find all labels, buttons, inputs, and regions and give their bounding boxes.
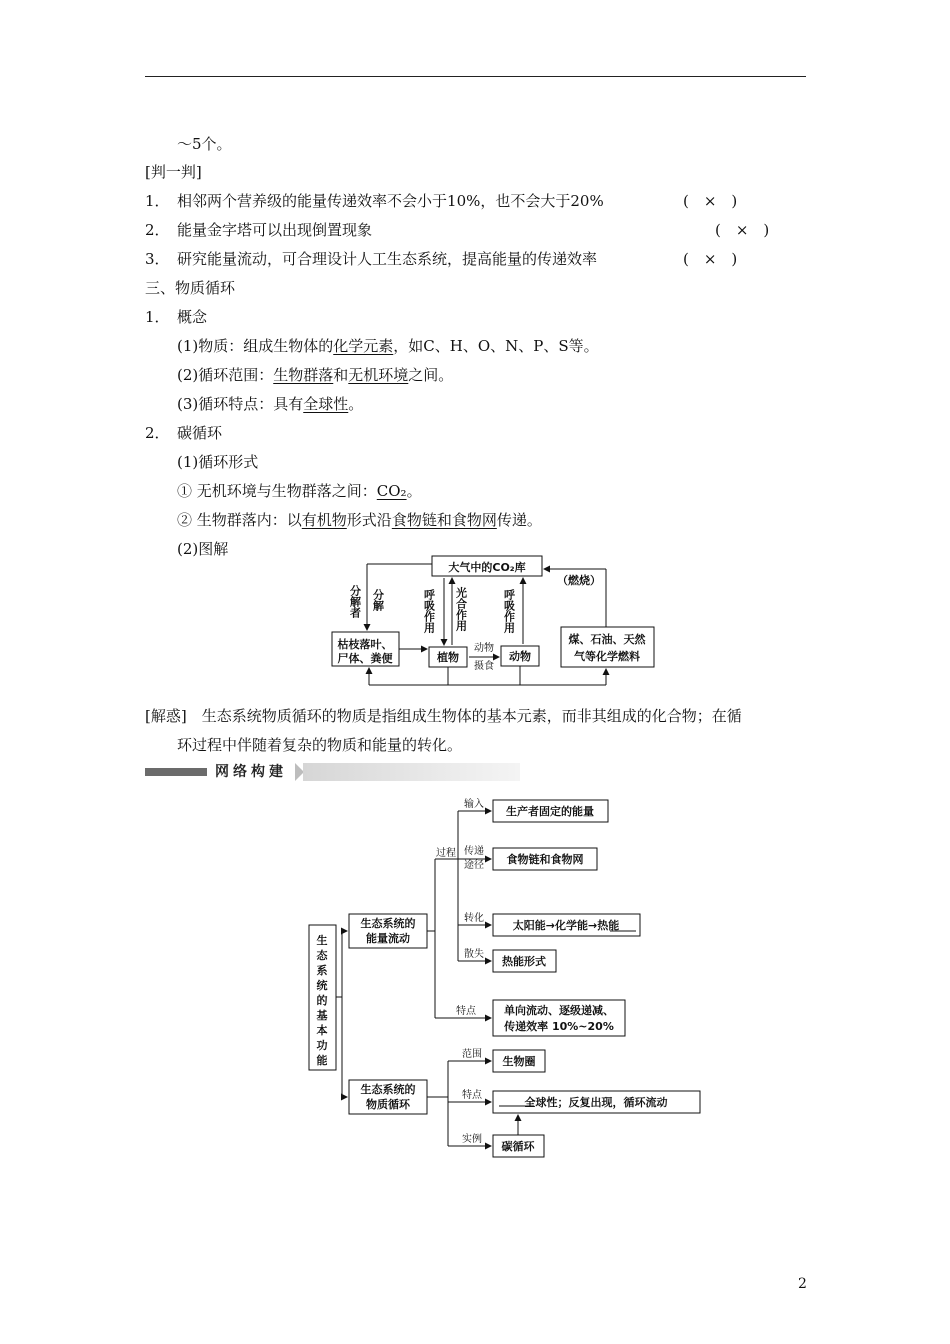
- atmosphere-label: 大气中的CO₂库: [448, 561, 526, 574]
- feature-value-2: 传递效率 10%~20%: [504, 1020, 614, 1033]
- litter-label-2: 尸体、粪便: [337, 652, 393, 665]
- eaten-label-top: 动物: [474, 643, 494, 654]
- carbon-form-2: ② 生物群落内：以有机物形式沿食物链和食物网传递。: [177, 511, 542, 529]
- decomposer-vertical-label: 分解者: [348, 585, 362, 618]
- section-heading: 三、物质循环: [145, 279, 236, 297]
- root-char: 本: [316, 1024, 328, 1037]
- dissipate-value: 热能形式: [502, 955, 546, 968]
- judge-answer-2: ( × ): [715, 221, 770, 239]
- path-label-1: 传递: [464, 846, 484, 857]
- feature-label: 特点: [456, 1006, 476, 1017]
- plant-label: 植物: [437, 651, 459, 664]
- explain-text-2: 环过程中伴随着复杂的物质和能量的转化。: [177, 736, 463, 754]
- root-char: 系: [316, 964, 328, 977]
- concept-matter: (1)物质：组成生物体的化学元素，如C、H、O、N、P、S等。: [177, 337, 599, 355]
- root-char: 基: [316, 1009, 328, 1022]
- energy-label-1: 生态系统的: [360, 917, 416, 930]
- section-banner: [145, 763, 520, 781]
- energy-label-2: 能量流动: [366, 932, 410, 945]
- text-line: ～5个。: [177, 135, 232, 153]
- respiration-vertical-label: 呼吸作用: [422, 589, 436, 633]
- explain-text-1: 生态系统物质循环的物质是指组成生物体的基本元素，而非其组成的化合物；在循: [201, 707, 742, 725]
- judge-heading: [判一判]: [145, 163, 202, 181]
- underlined-answer: 无机环境: [348, 366, 409, 384]
- underlined-answer: 有机物: [301, 511, 347, 529]
- transform-label: 转化: [464, 913, 484, 924]
- judge-item-2: 2． 能量金字塔可以出现倒置现象: [145, 221, 373, 239]
- process-label: 过程: [436, 848, 456, 859]
- feature2-label: 特点: [462, 1090, 482, 1101]
- example-label: 实例: [462, 1134, 482, 1145]
- scope-label: 范围: [462, 1049, 482, 1060]
- judge-answer-1: ( × ): [683, 192, 738, 210]
- burning-label: （燃烧）: [557, 574, 601, 587]
- root-char: 态: [316, 949, 328, 962]
- banner-title: 网络构建: [209, 763, 301, 781]
- judge-item-1: 1． 相邻两个营养级的能量传递效率不会小于10%，也不会大于20%: [145, 192, 604, 210]
- banner-bar: [145, 768, 207, 776]
- dissipate-label: 散失: [464, 949, 484, 960]
- respiration2-vertical-label: 呼吸作用: [502, 589, 516, 633]
- root-char: 功: [316, 1039, 328, 1052]
- judge-answer-3: ( × ): [683, 250, 738, 268]
- root-char: 能: [316, 1054, 328, 1067]
- explain-label: [解惑]: [145, 707, 187, 725]
- subsection-carbon: 2． 碳循环: [145, 424, 223, 442]
- underlined-answer: 全球性: [303, 395, 349, 413]
- explain-paragraph: [145, 702, 807, 760]
- fuel-label-1: 煤、石油、天然: [568, 633, 646, 646]
- root-char: 生: [316, 934, 328, 947]
- page-number: 2: [798, 1276, 807, 1292]
- path-label-2: 途径: [464, 860, 484, 871]
- underlined-answer: CO₂: [376, 482, 407, 500]
- matter-label-1: 生态系统的: [360, 1083, 416, 1096]
- litter-label-1: 枯枝落叶、: [337, 638, 393, 651]
- feature-value-1: 单向流动、逐级递减、: [504, 1004, 614, 1017]
- carbon-diagram-heading: (2)图解: [177, 540, 229, 558]
- matter-label-2: 物质循环: [366, 1098, 410, 1111]
- underlined-answer: 化学元素: [333, 337, 394, 355]
- header-rule: [145, 76, 806, 77]
- feature2-value: 全球性；反复出现，循环流动: [524, 1096, 668, 1109]
- transform-value: 太阳能→化学能→热能: [512, 919, 620, 932]
- eaten-label-bottom: 摄食: [474, 661, 494, 672]
- example-value: 碳循环: [501, 1140, 535, 1153]
- photosynthesis-vertical-label: 光合作用: [454, 587, 468, 631]
- scope-value: 生物圈: [502, 1055, 536, 1068]
- banner-fade: [303, 763, 520, 781]
- judge-item-3: 3． 研究能量流动，可合理设计人工生态系统，提高能量的传递效率: [145, 250, 598, 268]
- carbon-cycle-diagram: [325, 553, 665, 688]
- carbon-form-1: ① 无机环境与生物群落之间：CO₂。: [177, 482, 422, 500]
- decompose-vertical-label: 分解: [371, 589, 385, 611]
- root-char: 统: [316, 979, 328, 992]
- concept-feature: (3)循环特点：具有全球性。: [177, 395, 364, 413]
- animal-label: 动物: [509, 650, 531, 663]
- subsection-concept: 1． 概念: [145, 308, 208, 326]
- input-label: 输入: [464, 799, 484, 810]
- fuel-label-2: 气等化学燃料: [574, 650, 640, 663]
- root-char: 的: [316, 994, 328, 1007]
- underlined-answer: 生物群落: [273, 366, 334, 384]
- input-value: 生产者固定的能量: [506, 805, 594, 818]
- network-diagram: [300, 792, 710, 1167]
- path-value: 食物链和食物网: [506, 853, 584, 866]
- carbon-form: (1)循环形式: [177, 453, 259, 471]
- underlined-answer: 食物链和食物网: [391, 511, 497, 529]
- concept-scope: (2)循环范围：生物群落和无机环境之间。: [177, 366, 454, 384]
